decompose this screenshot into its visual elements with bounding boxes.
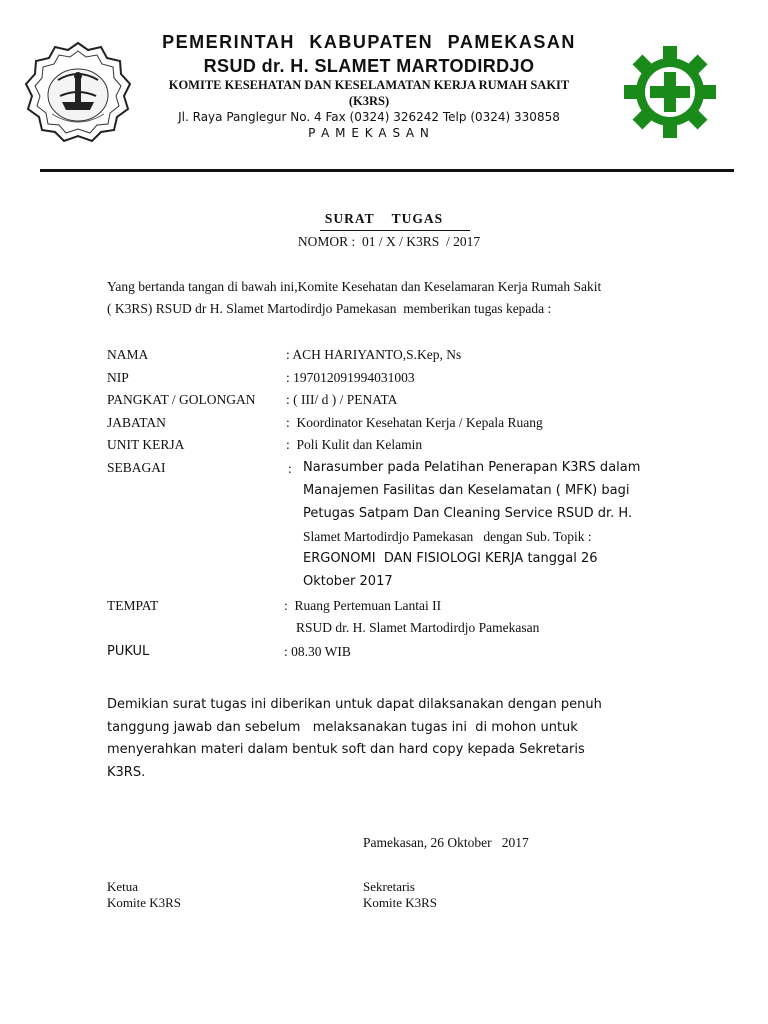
letterhead-address: Jl. Raya Panglegur No. 4 Fax (0324) 326242 Telp (0324) 330858 [178,110,560,124]
tempat-value2: RSUD dr. H. Slamet Martodirdjo Pamekasan [296,620,540,635]
intro-line2: ( K3RS) RSUD dr H. Slamet Martodirdjo Pamekasan memberikan tugas kepada : [107,301,552,316]
intro-line1: Yang bertanda tangan di bawah ini,Komite Kesehatan dan Keselamaran Kerja Rumah Sakit [107,279,602,294]
pangkat-label: PANGKAT / GOLONGAN [107,392,256,407]
letterhead-hospital-name: RSUD dr. H. SLAMET MARTODIRDJO [203,56,535,76]
pukul-label: PUKUL [107,644,150,659]
closing-line2: tanggung jawab dan sebelum melaksanakan tugas ini di mohon untuk [107,720,578,735]
signature-place-date: Pamekasan, 26 Oktober 2017 [363,835,529,850]
sebagai-line5: ERGONOMI DAN FISIOLOGI KERJA tanggal 26 [303,551,598,566]
letterhead-committee: KOMITE KESEHATAN DAN KESELAMATAN KERJA RUMAH SAKIT [168,78,570,92]
unit-kerja-label: UNIT KERJA [107,437,185,452]
document-title: SURAT TUGAS [324,211,444,226]
sebagai-line3: Petugas Satpam Dan Cleaning Service RSUD dr. H. [303,506,633,521]
sebagai-line4: Slamet Martodirdjo Pamekasan dengan Sub. Topik : [303,529,592,544]
jabatan-value: : Koordinator Kesehatan Kerja / Kepala Ruang [286,415,543,430]
unit-kerja-value: : Poli Kulit dan Kelamin [286,437,423,452]
letterhead-line1: PEMERINTAH KABUPATEN PAMEKASAN [162,32,576,52]
sebagai-line6: Oktober 2017 [303,574,393,589]
title-underline [320,230,470,231]
nama-value: : ACH HARIYANTO,S.Kep, Ns [286,347,462,362]
header-divider [40,169,734,172]
signature-left-title2: Komite K3RS [107,895,182,910]
closing-line1: Demikian surat tugas ini diberikan untuk dapat dilaksanakan dengan penuh [107,697,602,712]
sebagai-label: SEBAGAI [107,460,166,475]
nama-label: NAMA [107,347,149,362]
nip-value: : 197012091994031003 [286,370,415,385]
letterhead-city: P A M E K A S A N [308,126,430,140]
document-number: NOMOR : 01 / X / K3RS / 2017 [297,234,481,249]
sebagai-line2: Manajemen Fasilitas dan Keselamatan ( MFK) bagi [303,483,630,498]
letterhead-k3rs: (K3RS) [348,94,390,108]
signature-right-title1: Sekretaris [363,879,415,894]
sebagai-line1: Narasumber pada Pelatihan Penerapan K3RS dalam [303,460,641,475]
pukul-value: : 08.30 WIB [284,644,351,659]
sebagai-colon: : [288,461,292,476]
closing-line3: menyerahkan materi dalam bentuk soft dan hard copy kepada Sekretaris [107,742,585,757]
pangkat-value: : ( III/ d ) / PENATA [286,392,398,407]
nip-label: NIP [107,370,129,385]
signature-left-title1: Ketua [107,879,139,894]
jabatan-label: JABATAN [107,415,166,430]
tempat-label: TEMPAT [107,598,159,613]
tempat-value1: : Ruang Pertemuan Lantai II [284,598,442,613]
closing-line4: K3RS. [107,765,146,780]
signature-right-title2: Komite K3RS [363,895,438,910]
